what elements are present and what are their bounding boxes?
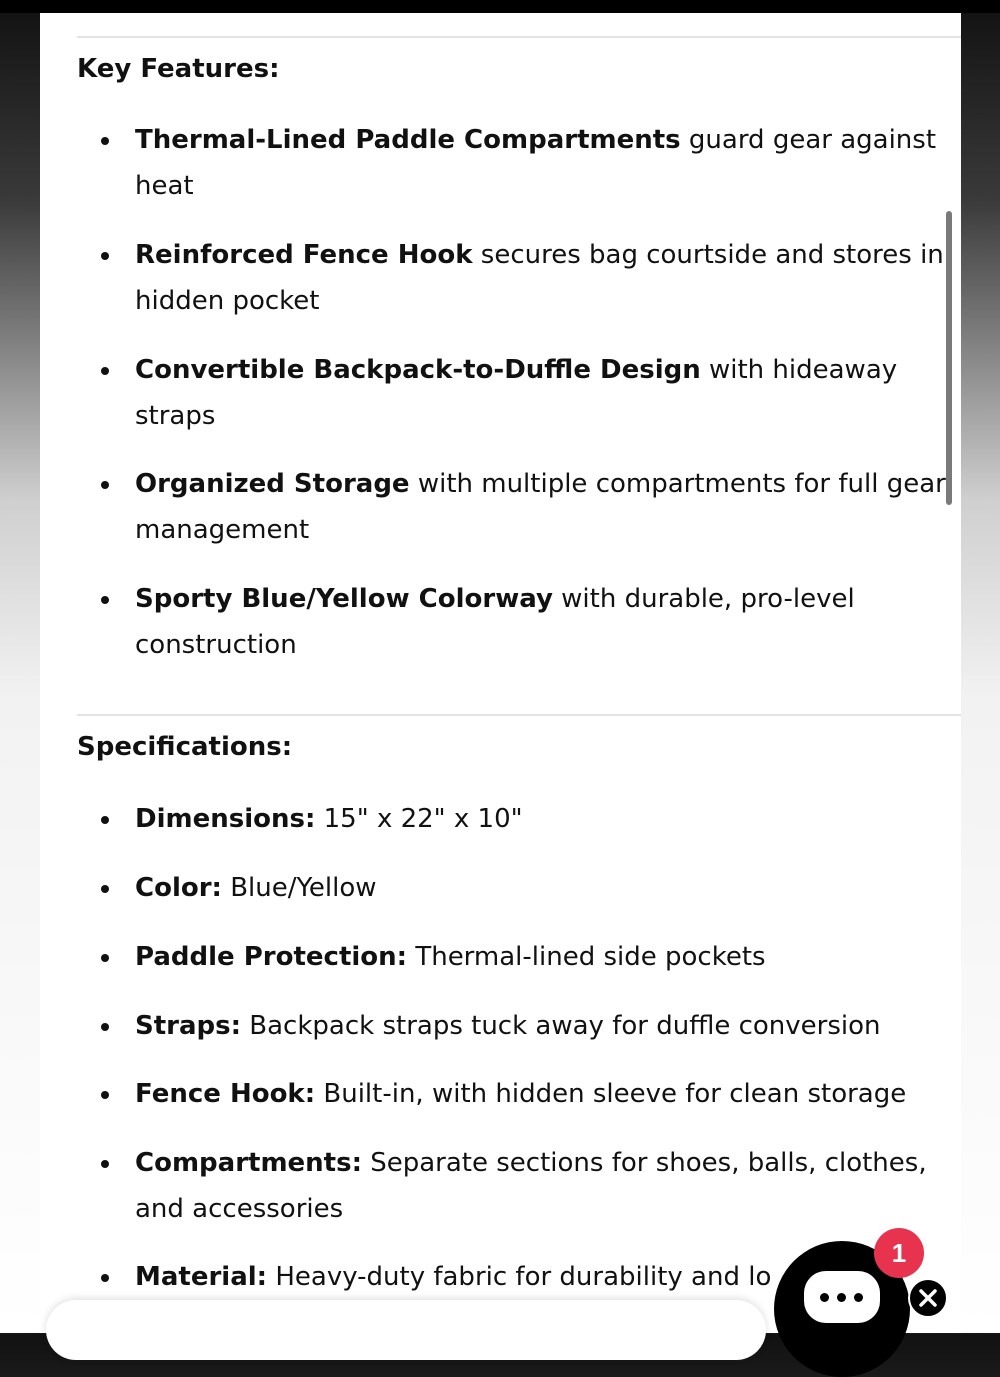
spec-label: Paddle Protection: <box>135 942 408 972</box>
specifications-heading: Specifications: <box>77 732 293 762</box>
key-feature-text-continued: management <box>135 515 310 545</box>
spec-value-continued: and accessories <box>135 1194 344 1224</box>
close-icon <box>918 1288 938 1308</box>
scrollbar-thumb[interactable] <box>946 211 952 505</box>
spec-value: Backpack straps tuck away for duffle conversion <box>241 1011 881 1041</box>
spec-label: Dimensions: <box>135 804 316 834</box>
key-feature-title: Thermal-Lined Paddle Compartments <box>135 125 681 155</box>
spec-value: Built-in, with hidden sleeve for clean storage <box>315 1079 907 1109</box>
key-feature-text-continued: straps <box>135 401 216 431</box>
spec-item <box>135 934 961 980</box>
divider-middle <box>77 714 961 716</box>
close-chat-button[interactable] <box>908 1278 948 1318</box>
product-description-panel <box>40 13 961 1333</box>
chat-dot <box>837 1293 846 1302</box>
key-feature-text: with multiple compartments for full gear <box>409 469 946 499</box>
spec-item <box>135 1071 961 1117</box>
key-feature-title: Sporty Blue/Yellow Colorway <box>135 584 553 614</box>
spec-label: Color: <box>135 873 222 903</box>
key-feature-text-continued: heat <box>135 171 194 201</box>
key-feature-item <box>135 232 961 324</box>
divider-top <box>77 36 961 38</box>
unread-badge: 1 <box>874 1228 924 1278</box>
spec-value: Separate sections for shoes, balls, clothes, <box>361 1148 927 1178</box>
spec-item <box>135 1003 961 1049</box>
spec-value: 15" x 22" x 10" <box>315 804 523 834</box>
spec-item <box>135 1140 961 1232</box>
key-feature-item <box>135 347 961 439</box>
key-feature-item <box>135 461 961 553</box>
spec-label: Material: <box>135 1262 268 1292</box>
key-feature-text: with durable, pro-level <box>552 584 855 614</box>
key-feature-title: Reinforced Fence Hook <box>135 240 473 270</box>
key-features-heading: Key Features: <box>77 54 280 84</box>
spec-value: Thermal-lined side pockets <box>407 942 766 972</box>
spec-item <box>135 796 961 842</box>
chat-dot <box>820 1293 829 1302</box>
spec-value: Blue/Yellow <box>221 873 377 903</box>
chat-bubble-icon <box>804 1271 880 1323</box>
spec-label: Compartments: <box>135 1148 362 1178</box>
key-feature-title: Convertible Backpack-to-Duffle Design <box>135 355 701 385</box>
key-feature-text: secures bag courtside and stores in <box>472 240 944 270</box>
key-feature-item <box>135 576 961 668</box>
chat-dot <box>854 1293 863 1302</box>
top-bar <box>0 0 1000 13</box>
spec-label: Straps: <box>135 1011 242 1041</box>
key-feature-text-continued: hidden pocket <box>135 286 320 316</box>
key-feature-item <box>135 117 961 209</box>
bottom-bar[interactable] <box>46 1300 766 1360</box>
key-feature-text: with hideaway <box>700 355 898 385</box>
key-feature-title: Organized Storage <box>135 469 410 499</box>
spec-label: Fence Hook: <box>135 1079 316 1109</box>
key-feature-text-continued: construction <box>135 630 297 660</box>
key-feature-text: guard gear against <box>680 125 937 155</box>
spec-item <box>135 865 961 911</box>
spec-value: Heavy-duty fabric for durability and lo <box>267 1262 772 1292</box>
